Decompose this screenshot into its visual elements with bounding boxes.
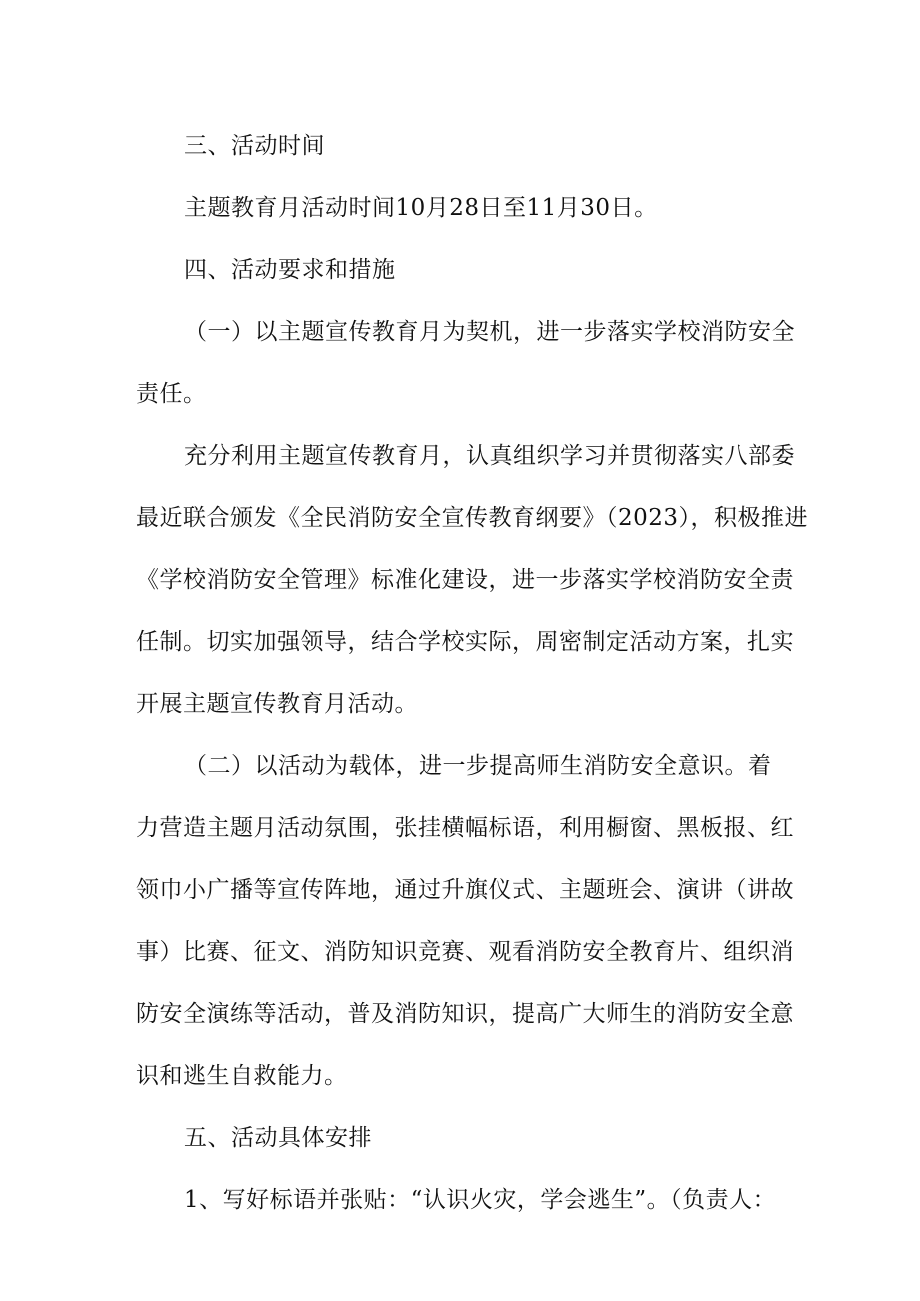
item1-body-line: 任制。切实加强领导，结合学校实际，周密制定活动方案，扎实 xyxy=(136,629,794,655)
arrangement-item1: 1、写好标语并张贴：“认识火灾，学会逃生”。（负责人： xyxy=(184,1187,777,1213)
item2-line: 力营造主题月活动氛围，张挂横幅标语，利用橱窗、黑板报、红 xyxy=(136,815,794,841)
item1-body-line: 充分利用主题宣传教育月，认真组织学习并贯彻落实八部委 xyxy=(184,443,795,469)
item2-line: 防安全演练等活动，普及消防知识，提高广大师生的消防安全意 xyxy=(136,1001,794,1027)
item1-body-line: 最近联合颁发《全民消防安全宣传教育纲要》（2023），积极推进 xyxy=(136,505,809,531)
section-heading-requirements: 四、活动要求和措施 xyxy=(184,257,396,283)
item1-heading-line2: 责任。 xyxy=(136,381,207,407)
item2-line: 识和逃生自救能力。 xyxy=(136,1063,348,1089)
section-heading-time: 三、活动时间 xyxy=(184,133,325,159)
item1-heading-line1: （一）以主题宣传教育月为契机，进一步落实学校消防安全 xyxy=(184,319,795,345)
item2-line: （二）以活动为载体，进一步提高师生消防安全意识。着 xyxy=(184,753,772,779)
item1-body-line: 开展主题宣传教育月活动。 xyxy=(136,691,418,717)
item2-line: 领巾小广播等宣传阵地，通过升旗仪式、主题班会、演讲（讲故 xyxy=(136,877,794,903)
section-heading-arrangement: 五、活动具体安排 xyxy=(184,1125,372,1151)
item2-line: 事）比赛、征文、消防知识竞赛、观看消防安全教育片、组织消 xyxy=(136,939,794,965)
item1-body-line: 《学校消防安全管理》标准化建设，进一步落实学校消防安全责 xyxy=(136,567,794,593)
activity-time-text: 主题教育月活动时间10月28日至11月30日。 xyxy=(184,195,658,221)
